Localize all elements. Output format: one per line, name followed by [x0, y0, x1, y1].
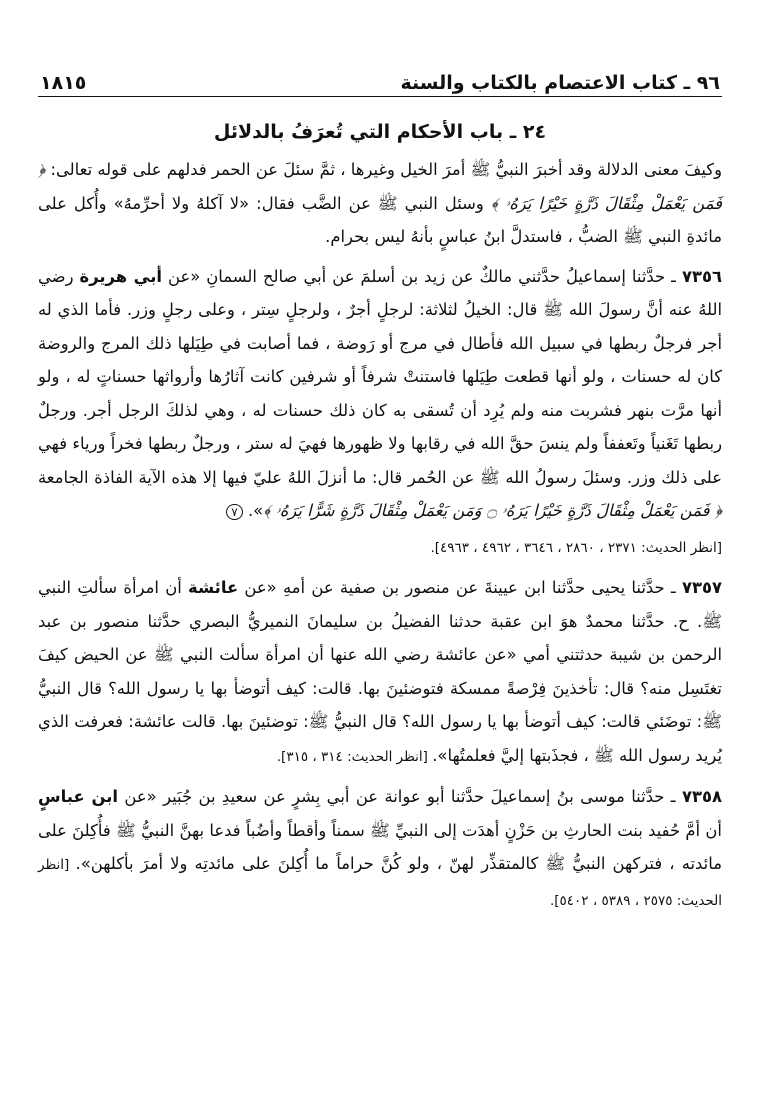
- hadith-narrator: أبي هريرة: [79, 266, 162, 286]
- chapter-name: كتاب الاعتصام بالكتاب والسنة: [400, 72, 678, 94]
- quran-verse: ﴿ فَمَن يَعْمَلْ مِثْقَالَ ذَرَّةٍ خَيْرًا يَرَهُۥ ۝ وَمَن يَعْمَلْ مِثْقَالَ ذَرَّةٍ شَرًّا يَرَهُۥ ﴾: [263, 501, 722, 520]
- hadith-isnad: ـ حدَّثنا إسماعيلُ حدَّثني مالكٌ عن زيد بن أسلمَ عن أبي صالح السمانِ «عن: [161, 266, 682, 286]
- hadith-text: أن أمَّ حُفيد بنت الحارثِ بن حَزْنٍ أهدَت إلى النبيِّ ﷺ سمناً وأقطاً وأضُباً فدعا بهنَّ النبيُّ ﷺ فأُكِلنَ على مائدته ، فتركهن النبيُّ ﷺ كالمتقذِّر لهنّ ، ولو كُنَّ حراماً ما أُكِلنَ على مائدتِه ولا أمرَ بأكلهن».: [38, 820, 722, 873]
- hadith-reference: [38, 530, 722, 566]
- hadith-isnad: ـ حدَّثنا موسى بنُ إسماعيلَ حدَّثنا أبو عوانة عن أبي بِشرٍ عن سعيدِ بن جُبَير «عن: [118, 787, 682, 806]
- chapter-heading: ٩٦ ـ كتاب الاعتصام بالكتاب والسنة: [400, 72, 720, 94]
- hadith-narrator: عائشة: [188, 578, 239, 597]
- intro-text-1: وكيفَ معنى الدلالة وقد أخبرَ النبيُّ ﷺ أمرَ الخيل وغيرها ، ثمَّ سئلَ عن الحمر فدلهم على قوله تعالى:: [45, 160, 722, 179]
- hadith-7356: [38, 260, 722, 530]
- header-divider: [38, 96, 722, 97]
- book-page: [38, 60, 722, 1070]
- chapter-number: ٩٦: [696, 72, 720, 94]
- reference-text: [انظر الحديث: ٢٥٧٥ ، ٥٣٨٩ ، ٥٤٠٢].: [38, 857, 722, 909]
- hadith-narrator: ابن عباسٍ: [38, 787, 119, 806]
- quran-verse: ﴿ فَمَن يَعْمَلْ مِثْقَالَ ذَرَّةٍ خَيْرًا يَرَهُۥ ﴾: [38, 160, 723, 213]
- hadith-number: ٧٣٥٧: [681, 578, 722, 597]
- section-title: ٢٤ ـ باب الأحكام التي تُعرَفُ بالدلائل: [213, 121, 547, 143]
- hadith-end: ».: [247, 501, 264, 520]
- section-intro: [38, 153, 722, 254]
- intro-text-2: وسئل النبي ﷺ عن الضَّب فقال: «لا آكلهُ ولا أحرِّمهُ» وأُكل على مائدةِ النبي ﷺ الضبُّ ، فاستدلَّ ابنُ عباسٍ بأنهُ ليس بحرام.: [38, 193, 722, 246]
- hadith-7357: [38, 571, 722, 774]
- hadith-text: رضي اللهُ عنه أنَّ رسولَ الله ﷺ قال: الخيلُ لثلاثة: لرجلٍ أجرٌ ، ولرجلٍ سِتر ، وعلى رجلٍ وزر. فأما الذي له أجر فرجلٌ ربطها في سبيل الله فأطال في مرج أو رَوضة ، فما أصابت في طِيَلها ذلك المرج والروضة كان له حسنات ، ولو أنها قطعت طِيَلها فاستنتْ شرفاً أو شرفين كانت آثارُها وأرواثها حسناتٍ له ، ولو أنها مرَّت بنهر فشربت منه ولم يُرِد أن تُسقى به كان ذلك حسنات له ، وهي لذلكَ الرجل أجر. ورجلٌ ربطها تَغَنياً وتَعففاً ولم ينسَ حقَّ الله في رقابها ولا ظهورها فهيَ له ستر ، ورجلٌ ربطها فخراً ورياء فهي على ذلك وزر. وسئلَ رسولُ الله ﷺ عن الحُمر قال: ما أنزلَ اللهُ عليّ فيها إلا هذه الآية الفاذة الجامعة: [38, 266, 722, 487]
- hadith-number: ٧٣٥٦: [681, 266, 722, 286]
- hadith-text: أن امرأة سألتِ النبي ﷺ. ح. حدَّثنا محمدٌ هوَ ابن عقبة حدثنا الفضيلُ بن سليمانَ النميريُّ البصري حدَّثنا منصور بن عبد الرحمن بن شيبة حدثتني أمي «عن عائشة رضي الله عنها أن امرأة سألت النبي ﷺ عن الحيض كيفَ تغتَسِل منه؟ قال: تأخذينَ فِرْصةً ممسكة فتوضئينَ بها. قالت: كيف أتوضأ بها يا رسول الله؟ قال النبيُّ ﷺ: توضَئي قالت: كيف أتوضأ بها يا رسول الله؟ قال النبيُّ ﷺ: توضئينَ بها. قالت عائشة: فعرفت الذي يُريد رسول الله ﷺ ، فجذَبتها إليَّ فعلمتُها».: [38, 578, 722, 765]
- page-header: [38, 60, 722, 94]
- hadith-number: ٧٣٥٨: [681, 787, 722, 806]
- hadith-isnad: ـ حدَّثنا يحيى حدَّثنا ابن عيينةَ عن منصور بن صفية عن أمهِ «عن: [238, 578, 682, 597]
- hadith-7358: [38, 780, 722, 918]
- reference-text: [انظر الحديث: ٢٣٧١ ، ٢٨٦٠ ، ٣٦٤٦ ، ٤٩٦٢ ، ٤٩٦٣].: [430, 539, 722, 556]
- reference-text: [انظر الحديث: ٣١٤ ، ٣١٥].: [276, 748, 433, 765]
- ayah-number-marker: ٧: [226, 504, 242, 520]
- page-number: ١٨١٥: [40, 72, 87, 94]
